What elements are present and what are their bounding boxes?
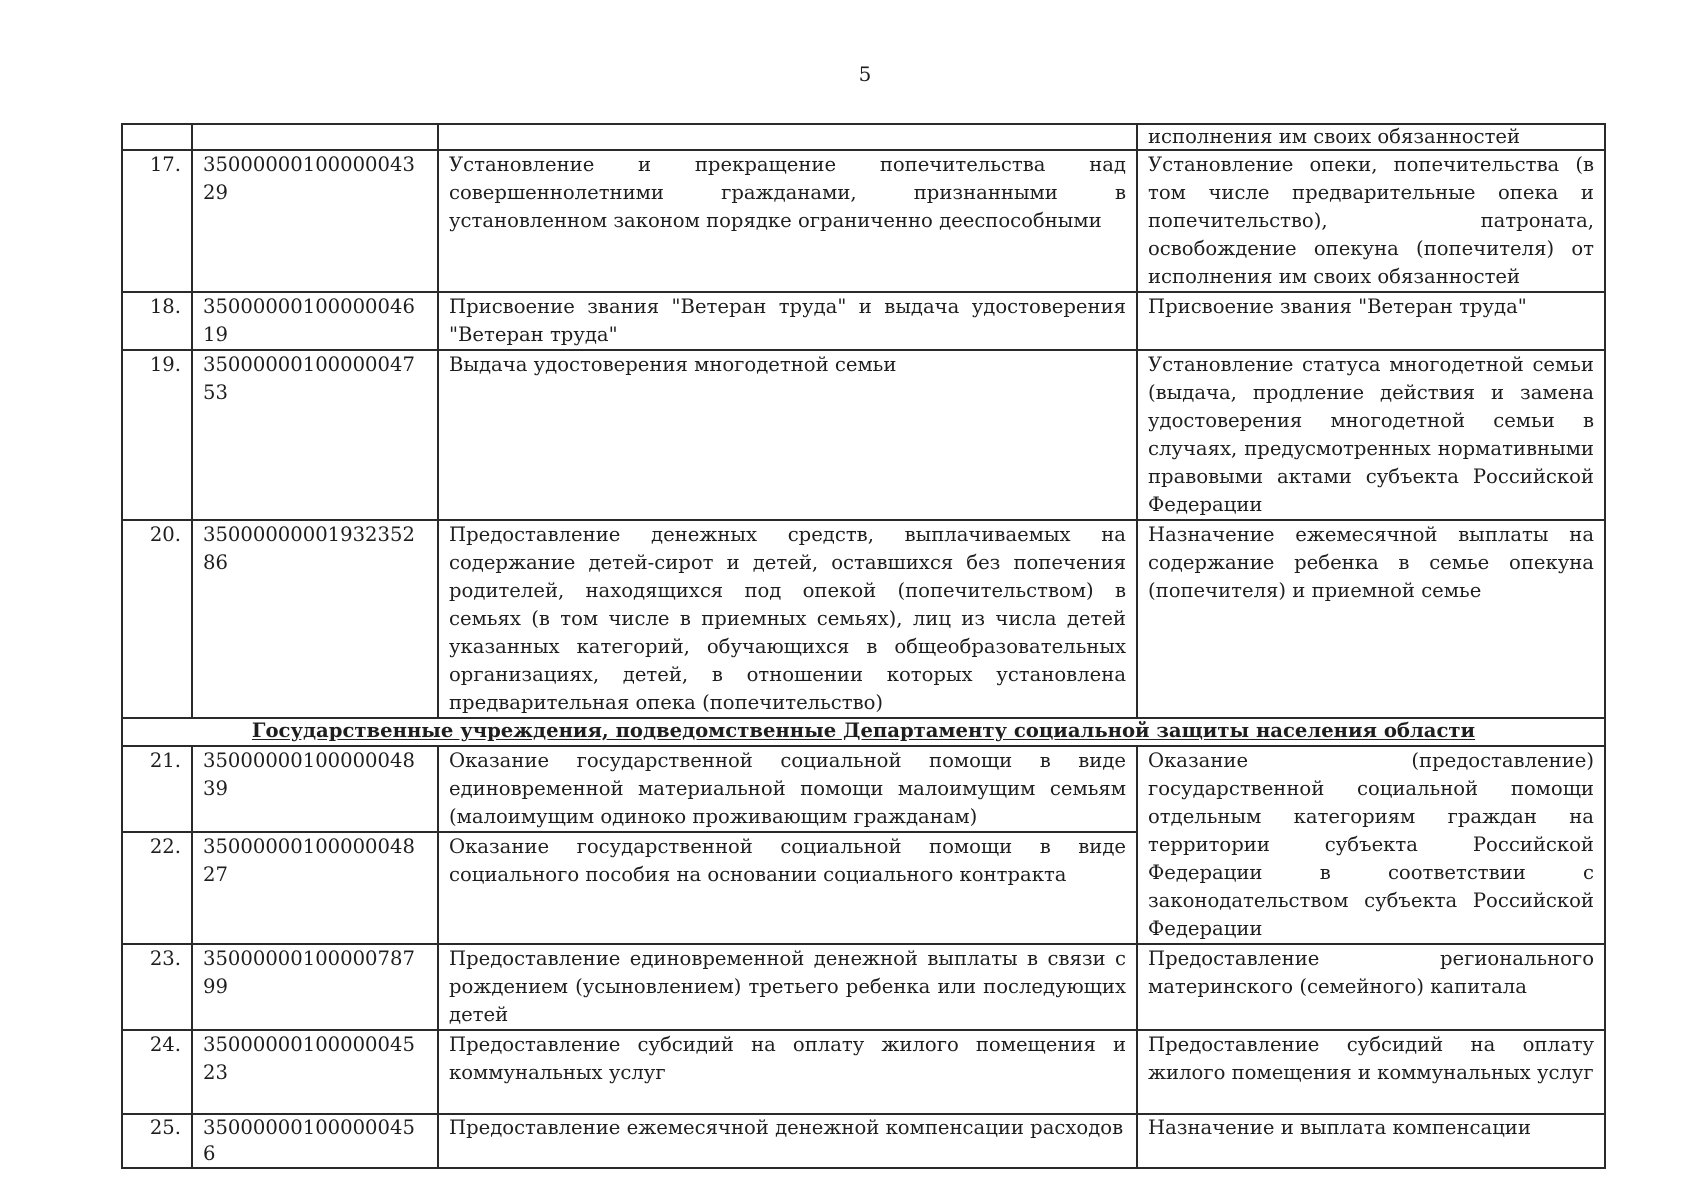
standard-service: Установление опеки, попечительства (в том числе предварительные опека и попечительство), патроната, освобождение опекуна (попечителя) от исполнения им своих обязанностей bbox=[1137, 150, 1605, 292]
service-name: Установление и прекращение попечительства над совершеннолетними гражданами, признанными в установленном законом порядке ограниченно дееспособными bbox=[438, 150, 1137, 292]
row-number: 21. bbox=[122, 746, 192, 832]
row-number: 19. bbox=[122, 350, 192, 520]
page-number: 5 bbox=[858, 62, 872, 86]
service-code: 3500000010000004827 bbox=[192, 832, 438, 944]
section-title: Государственные учреждения, подведомственные Департаменту социальной защиты населения области bbox=[122, 718, 1605, 746]
standard-service: исполнения им своих обязанностей bbox=[1137, 124, 1605, 150]
table-row bbox=[122, 520, 1605, 718]
table-row bbox=[122, 150, 1605, 292]
service-code: 3500000000193235286 bbox=[192, 520, 438, 718]
service-name: Выдача удостоверения многодетной семьи bbox=[438, 350, 1137, 520]
services-table bbox=[121, 123, 1606, 1169]
service-name: Предоставление денежных средств, выплачиваемых на содержание детей-сирот и детей, оставшихся без попечения родителей, находящихся под опекой (попечительством) в семьях (в том числе в приемных семьях), лиц из числа детей указанных категорий, обучающихся в общеобразовательных организациях, детей, в отношении которых установлена предварительная опека (попечительство) bbox=[438, 520, 1137, 718]
standard-service: Предоставление регионального материнского (семейного) капитала bbox=[1137, 944, 1605, 1030]
table-row bbox=[122, 124, 1605, 150]
table-row bbox=[122, 746, 1605, 832]
service-name: Оказание государственной социальной помощи в виде единовременной материальной помощи малоимущим семьям (малоимущим одиноко проживающим гражданам) bbox=[438, 746, 1137, 832]
standard-service: Предоставление субсидий на оплату жилого помещения и коммунальных услуг bbox=[1137, 1030, 1605, 1114]
row-number: 25. bbox=[122, 1114, 192, 1168]
service-code: 3500000010000004329 bbox=[192, 150, 438, 292]
table-row bbox=[122, 292, 1605, 350]
row-number: 17. bbox=[122, 150, 192, 292]
row-number bbox=[122, 124, 192, 150]
standard-service: Назначение и выплата компенсации bbox=[1137, 1114, 1605, 1168]
service-name: Предоставление субсидий на оплату жилого помещения и коммунальных услуг bbox=[438, 1030, 1137, 1114]
row-number: 22. bbox=[122, 832, 192, 944]
table-row bbox=[122, 1030, 1605, 1114]
standard-service: Установление статуса многодетной семьи (выдача, продление действия и замена удостоверения многодетной семьи в случаях, предусмотренных нормативными правовыми актами субъекта Российской Федерации bbox=[1137, 350, 1605, 520]
table-row bbox=[122, 1114, 1605, 1168]
row-number: 20. bbox=[122, 520, 192, 718]
standard-service: Оказание (предоставление) государственной социальной помощи отдельным категориям граждан на территории субъекта Российской Федерации в соответствии с законодательством субъекта Российской Федерации bbox=[1137, 746, 1605, 944]
service-code bbox=[192, 124, 438, 150]
service-code: 3500000010000004523 bbox=[192, 1030, 438, 1114]
table-row bbox=[122, 350, 1605, 520]
row-number: 18. bbox=[122, 292, 192, 350]
service-code: 3500000010000004619 bbox=[192, 292, 438, 350]
service-code: 3500000010000078799 bbox=[192, 944, 438, 1030]
table-row bbox=[122, 944, 1605, 1030]
service-name bbox=[438, 124, 1137, 150]
service-code: 350000001000000456 bbox=[192, 1114, 438, 1168]
service-code: 3500000010000004753 bbox=[192, 350, 438, 520]
row-number: 23. bbox=[122, 944, 192, 1030]
service-name: Предоставление ежемесячной денежной компенсации расходов bbox=[438, 1114, 1137, 1168]
row-number: 24. bbox=[122, 1030, 192, 1114]
standard-service: Назначение ежемесячной выплаты на содержание ребенка в семье опекуна (попечителя) и приемной семье bbox=[1137, 520, 1605, 718]
service-code: 3500000010000004839 bbox=[192, 746, 438, 832]
service-name: Оказание государственной социальной помощи в виде социального пособия на основании социального контракта bbox=[438, 832, 1137, 944]
service-name: Предоставление единовременной денежной выплаты в связи с рождением (усыновлением) третьего ребенка или последующих детей bbox=[438, 944, 1137, 1030]
standard-service: Присвоение звания "Ветеран труда" bbox=[1137, 292, 1605, 350]
service-name: Присвоение звания "Ветеран труда" и выдача удостоверения "Ветеран труда" bbox=[438, 292, 1137, 350]
section-header-row bbox=[122, 718, 1605, 746]
